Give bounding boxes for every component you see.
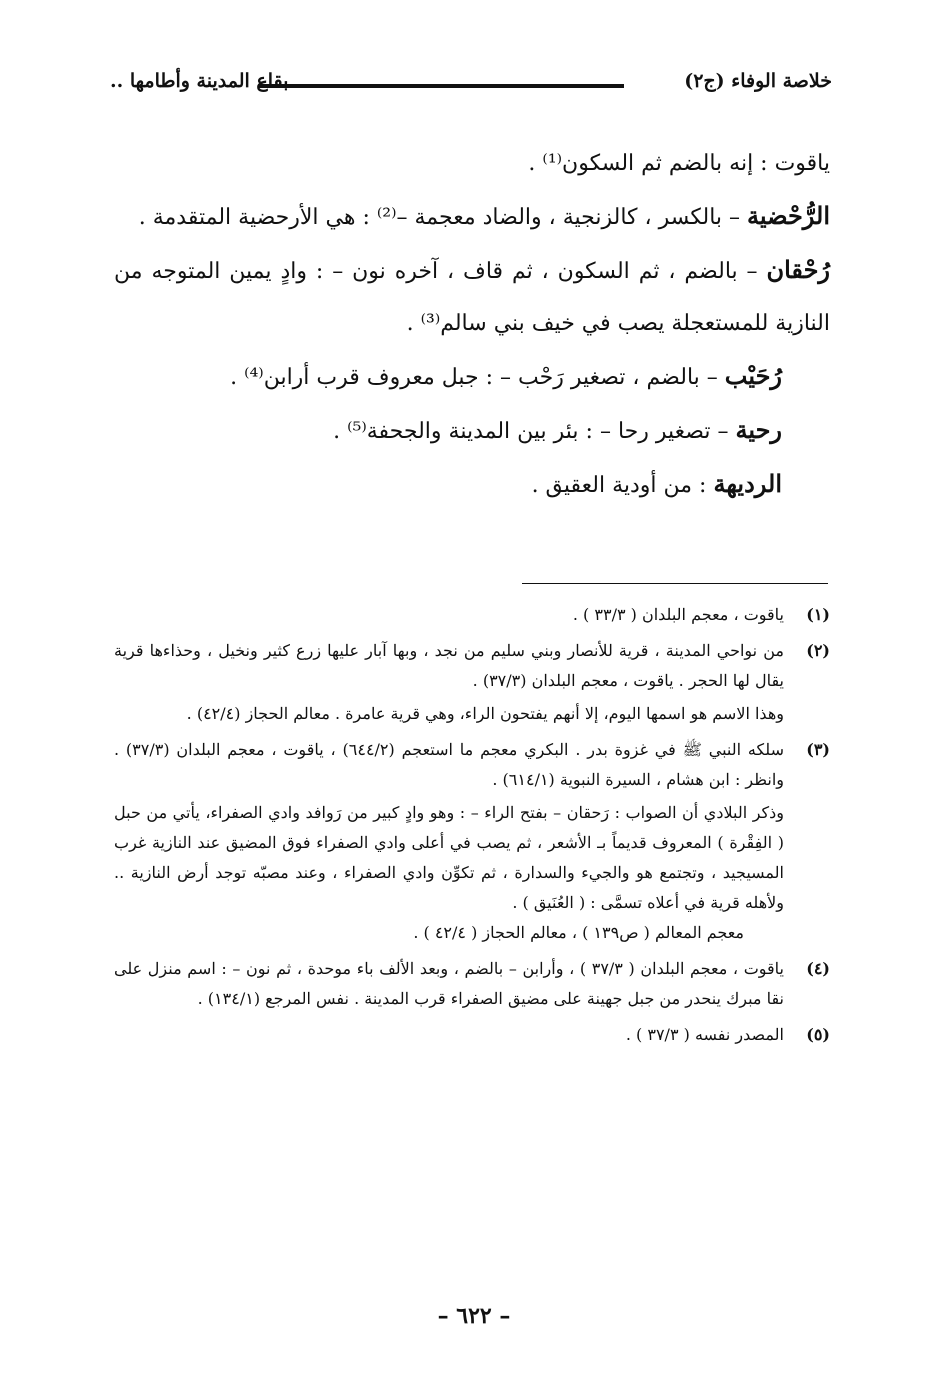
entry-yaqut-note <box>114 138 830 190</box>
header-book-title: خلاصة الوفاء (ج٢) <box>684 70 832 92</box>
footnote-4 <box>114 954 830 1014</box>
entry-rudayha <box>114 458 830 512</box>
footnote-number: (١) <box>806 605 830 624</box>
header-section-title: بقاع المدينة وأطامها .. <box>110 70 289 92</box>
footnote-number: (٥) <box>806 1025 830 1044</box>
footnote-number: (٤) <box>806 959 830 978</box>
footnote-2 <box>114 636 830 729</box>
footnote-1 <box>114 600 830 630</box>
entry-headword: رُحَيْب <box>724 361 782 390</box>
entry-ruhayya <box>114 404 830 458</box>
entry-rukhdiya <box>114 190 830 244</box>
entry-text: : من أودية العقيق . <box>531 473 714 498</box>
footnote-source: معجم المعالم ( ص١٣٩ ) ، معالم الحجاز ( ٤٢/٤ ) . <box>413 923 744 942</box>
page-number: – ٦٢٢ – <box>437 1303 511 1329</box>
footnote-5 <box>114 1020 830 1050</box>
footnote-note: وذكر البلادي أن الصواب : رَحقان – بفتح الراء – : وهو وادٍ كبير من رَوافد وادي الصفراء، يأتي من حبل ( الفِقْرة ) المعروف قديماً بـ الأشعر ، ثم يصب في أعلى وادي الصفراء فوق المضيق عند النازية غرب المسيجيد ، وتجتمع هو والجيء والسدارة ، ثم تكوِّن وادي الصفراء ، وعند مصبّه توجد أرض النازية .. ولأهله قرية في أعلاه تسمَّى : ( العُنَيق ) . <box>114 803 785 912</box>
footnote-text: ياقوت ، معجم البلدان ( ٣٧/٣ ) ، وأرابن – بالضم ، وبعد الألف باء موحدة ، ثم نون – : اسم منزل على نقا مبرك ينحدر من جبل جهينة على مضيق الصفراء قرب المدينة . نفس المرجع (١٣٤/١) . <box>114 959 784 1008</box>
footnote-text: سلكه النبي ﷺ في غزوة بدر . البكري معجم ما استعجم (٦٤٤/٢) ، ياقوت ، معجم البلدان (٣٧/٣) . وانظر : ابن هشام ، السيرة النبوية (٦١٤/١) . <box>114 740 785 789</box>
running-header <box>110 66 832 100</box>
entry-text: – بالكسر ، كالزنجية ، والضاد معجمة –⁽²⁾ : هي الأرحضية المتقدمة . <box>138 205 748 230</box>
footnotes <box>114 600 830 1056</box>
footnote-number: (٢) <box>806 641 830 660</box>
footnote-text: المصدر نفسه ( ٣٧/٣ ) . <box>625 1025 784 1044</box>
footnote-text: من نواحي المدينة ، قرية للأنصار وبني سليم من نجد ، وبها آبار عليها زرع كثير ونخيل ، وحذاءها قرية يقال لها الحجر . ياقوت ، معجم البلدان (٣٧/٣) . <box>114 641 784 690</box>
entry-text: – تصغير رحا – : بئر بين المدينة والجحفة⁽⁵⁾ . <box>333 419 736 444</box>
entry-text: – بالضم ، ثم السكون ، ثم قاف ، آخره نون – : وادٍ يمين المتوجه من النازية للمستعجلة يصب في خيف بني سالم⁽³⁾ . <box>114 259 830 336</box>
entry-headword: رحية <box>735 415 782 444</box>
footnote-number: (٣) <box>806 740 830 759</box>
entry-ruhqan <box>114 244 830 350</box>
entry-headword: الرُّحْضية <box>747 201 830 230</box>
entry-headword: رُحْقان <box>766 255 830 284</box>
entry-ruhayb <box>114 350 830 404</box>
footnote-3 <box>114 735 830 948</box>
footnote-separator <box>522 583 828 584</box>
entry-text: – بالضم ، تصغير رَحْب – : جبل معروف قرب أرابن⁽⁴⁾ . <box>230 365 725 390</box>
main-text <box>114 138 830 512</box>
header-rule <box>258 84 624 88</box>
footnote-text: ياقوت ، معجم البلدان ( ٣٣/٣ ) . <box>572 605 784 624</box>
entry-headword: الرديهة <box>713 469 782 498</box>
footnote-note: وهذا الاسم هو اسمها اليوم، إلا أنهم يفتحون الراء، وهي قرية عامرة . معالم الحجاز (٤٢/٤) . <box>186 704 784 723</box>
entry-text: ياقوت : إنه بالضم ثم السكون⁽¹⁾ . <box>528 151 830 176</box>
